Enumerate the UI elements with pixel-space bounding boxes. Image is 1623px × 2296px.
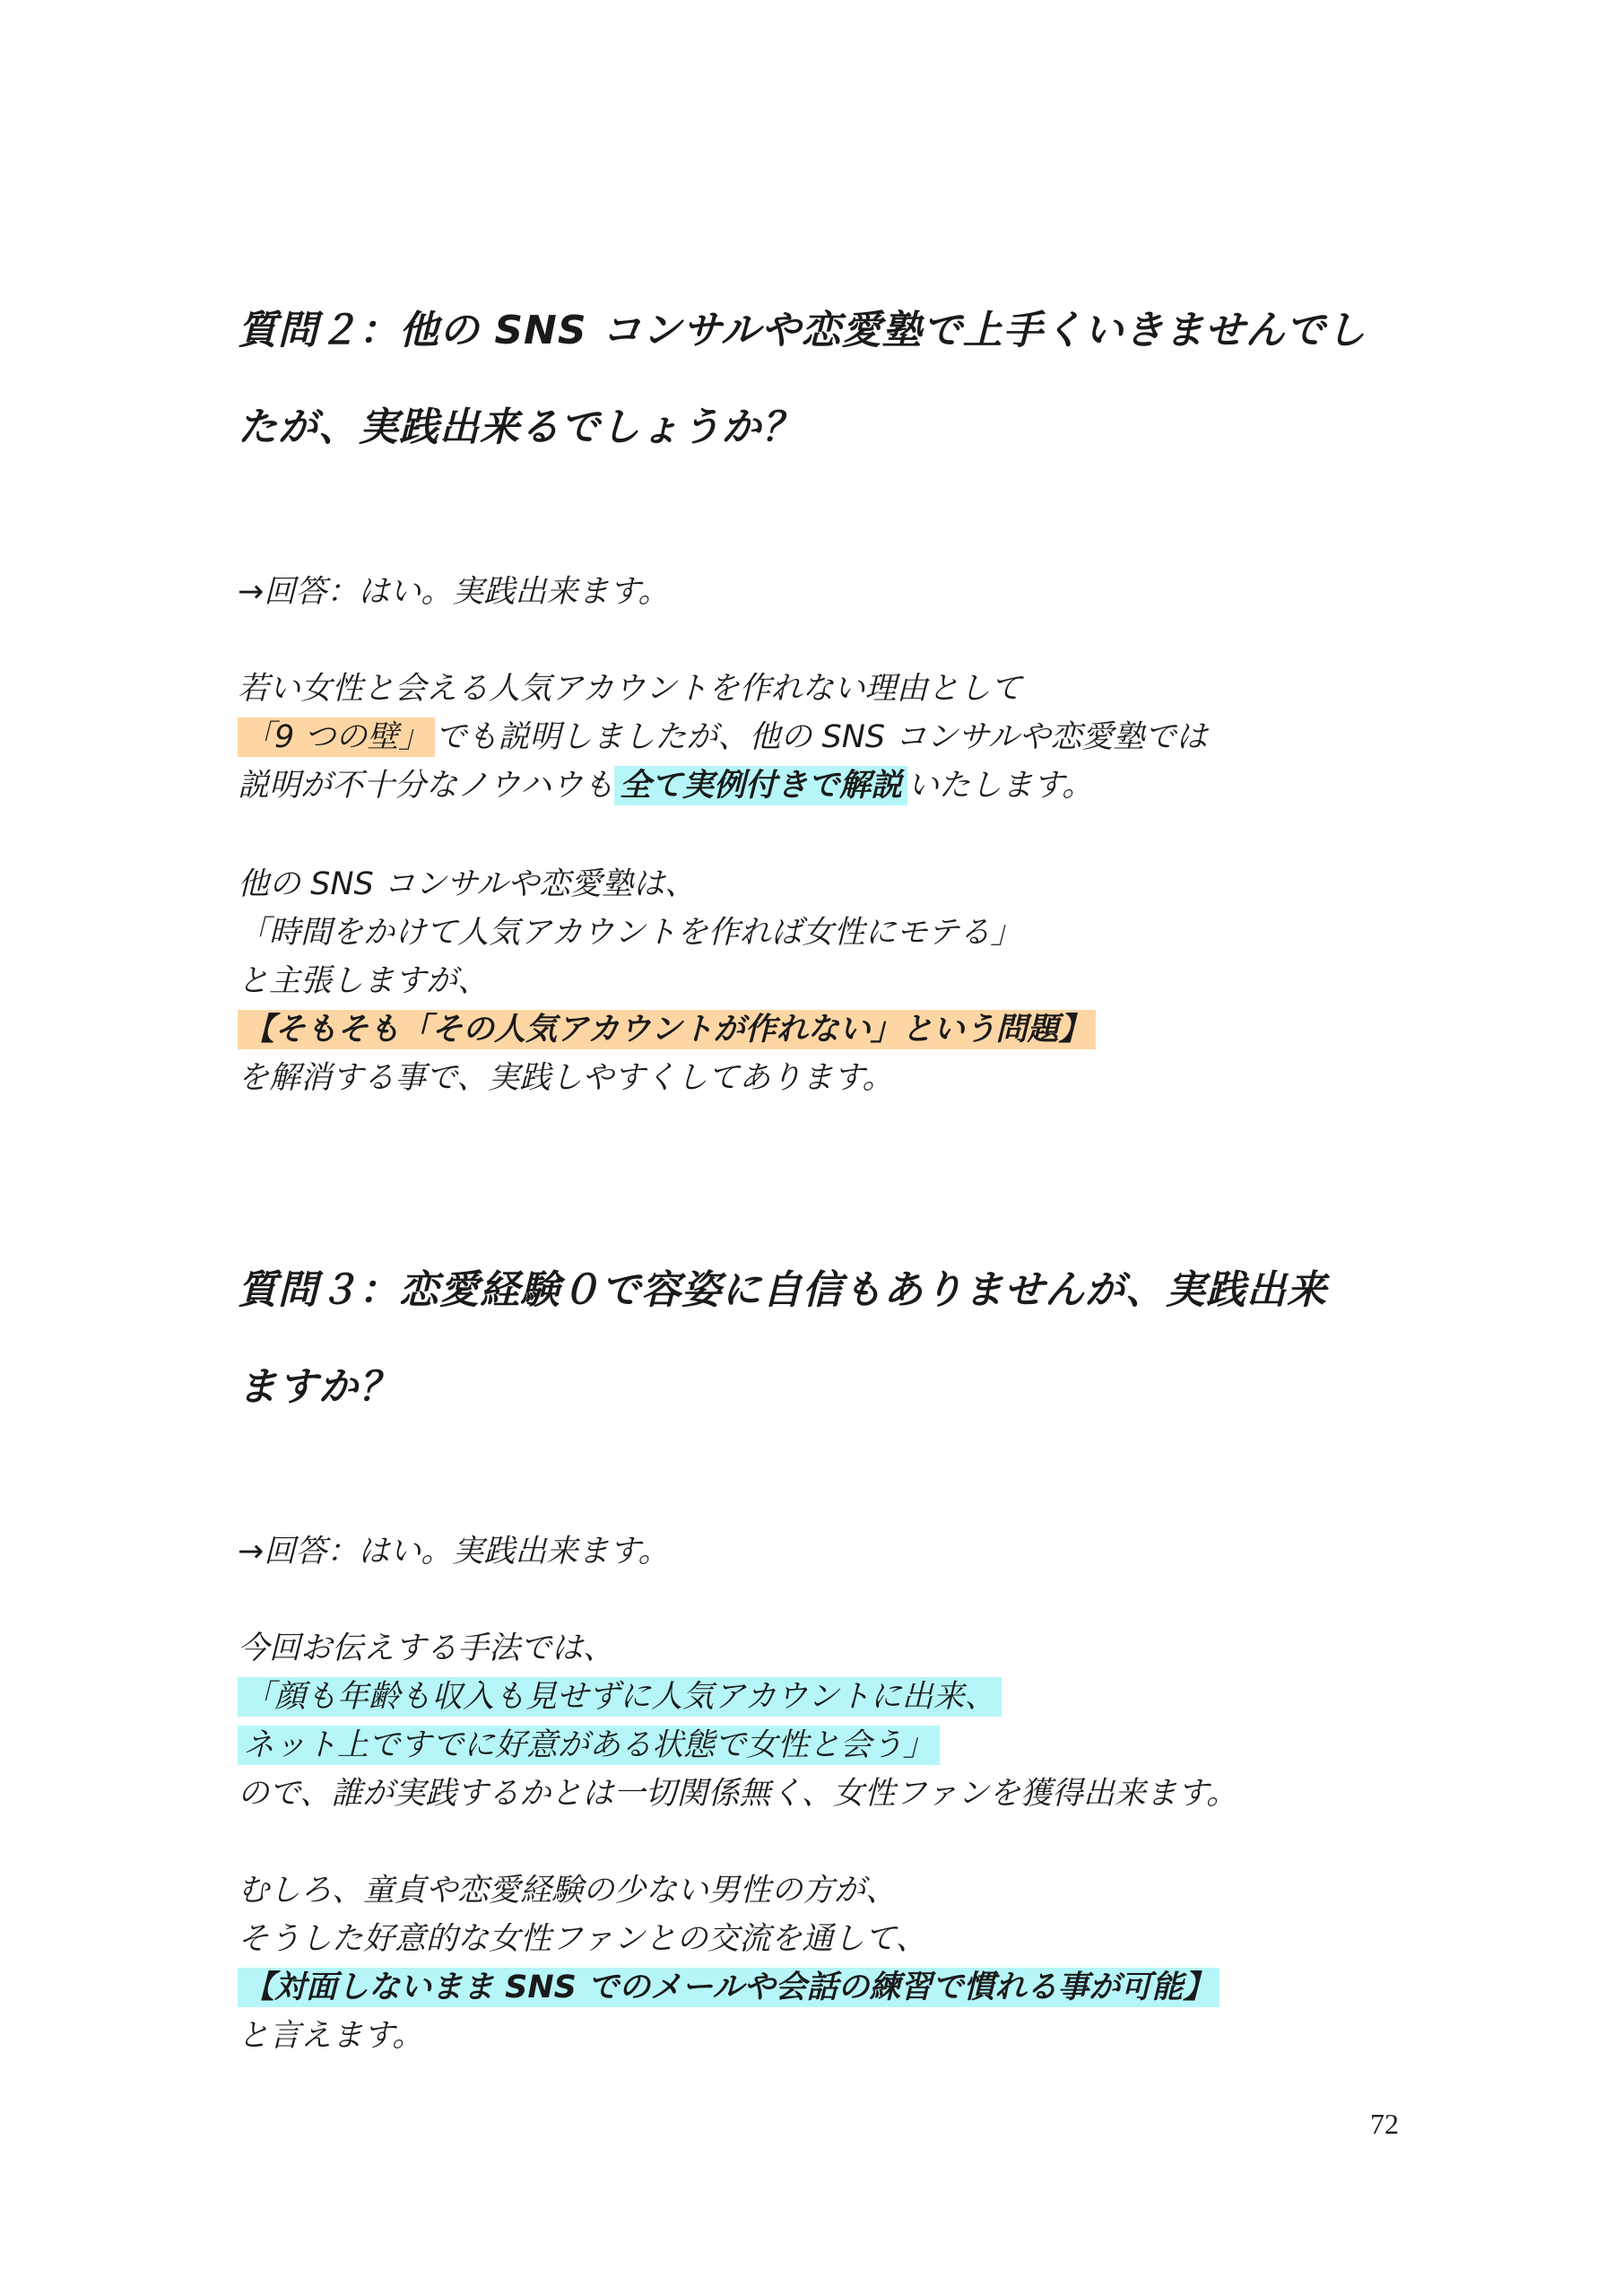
q3-heading-line1: 質問３：恋愛経験０で容姿に自信もありませんが、実践出来 <box>238 1267 1327 1313</box>
q2-answer: →回答：はい。実践出来ます。 <box>238 574 670 610</box>
highlight-all-explained: 全て実例付きで解説 <box>614 766 907 805</box>
q2-paragraph1-line2-text: でも説明しましたが、他の SNS コンサルや恋愛塾では <box>435 719 1208 755</box>
q3-paragraph1-line4: ので、誰が実践するかとは一切関係無く、女性ファンを獲得出来ます。 <box>238 1776 1238 1812</box>
q2-paragraph2-line4 <box>238 1004 1096 1049</box>
q2-paragraph1-line3 <box>238 761 1093 805</box>
q3-answer: →回答：はい。実践出来ます。 <box>238 1534 670 1570</box>
q3-paragraph1-line3 <box>238 1720 940 1765</box>
q2-heading-line1: 質問２：他の SNS コンサルや恋愛塾で上手くいきませんでし <box>238 308 1367 353</box>
q2-paragraph2-line2: 「時間をかけて人気アカウントを作れば女性にモテる」 <box>238 915 1022 951</box>
q2-paragraph1-line3-post: いたします。 <box>907 768 1094 804</box>
q3-paragraph1-line1: 今回お伝えする手法では、 <box>238 1631 615 1666</box>
q3-paragraph2-line2: そうした好意的な女性ファンとの交流を通して、 <box>238 1921 927 1957</box>
highlight-nine-walls: 「9 つの壁」 <box>238 718 435 757</box>
highlight-cannot-create-account: 【そもそも「その人気アカウントが作れない」という問題】 <box>238 1010 1096 1049</box>
highlight-practice-sns: 【対面しないまま SNS でのメールや会話の練習で慣れる事が可能】 <box>238 1968 1219 2007</box>
highlight-no-face-line2: ネット上ですでに好意がある状態で女性と会う」 <box>238 1726 940 1765</box>
q3-paragraph1-line2 <box>238 1672 1002 1717</box>
q3-paragraph2-line4: と言えます。 <box>238 2018 424 2054</box>
q2-paragraph2-line5: を解消する事で、実践しやすくしてあります。 <box>238 1060 894 1096</box>
q3-paragraph2-line1: むしろ、童貞や恋愛経験の少ない男性の方が、 <box>238 1873 898 1909</box>
q2-paragraph2-line3: と主張しますが、 <box>238 963 490 999</box>
q2-heading-line2: たが、実践出来るでしょうか？ <box>238 404 803 450</box>
q2-paragraph1-line1: 若い女性と会える人気アカウントを作れない理由として <box>238 671 1022 707</box>
q2-paragraph1-line3-pre: 説明が不十分なノウハウも <box>238 768 615 804</box>
q3-heading-line2: ますか？ <box>238 1364 399 1410</box>
q2-paragraph1-line2 <box>238 712 1208 757</box>
highlight-no-face-line1: 「顔も年齢も収入も見せずに人気アカウントに出来、 <box>238 1677 1002 1717</box>
page-number: 72 <box>1370 2108 1399 2140</box>
q2-paragraph2-line1: 他の SNS コンサルや恋愛塾は、 <box>238 866 697 902</box>
q3-paragraph2-line3 <box>238 1962 1219 2007</box>
